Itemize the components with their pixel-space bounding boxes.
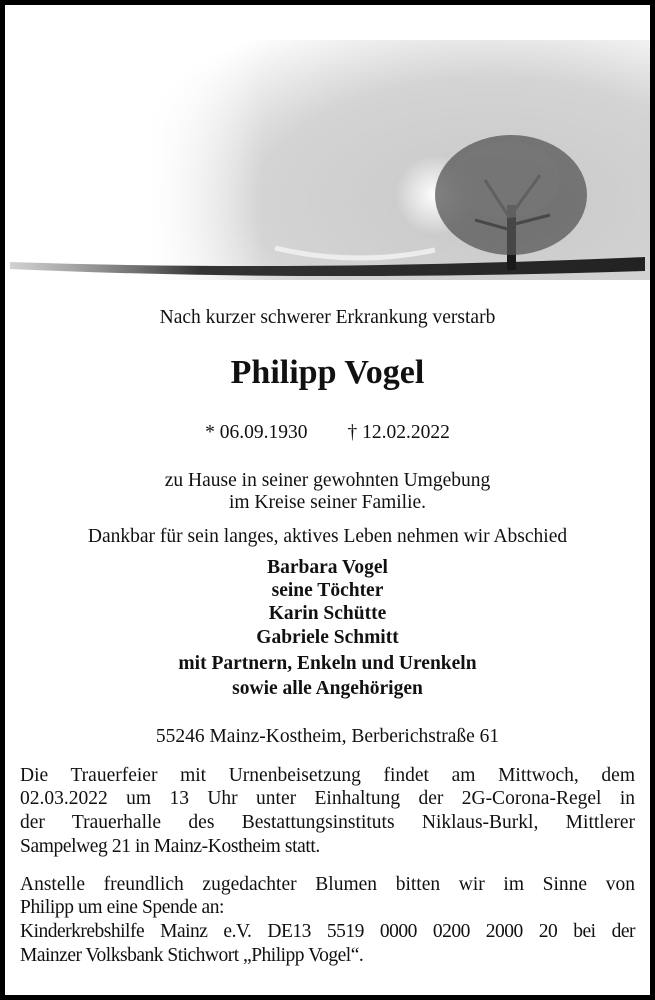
tree-landscape-image bbox=[5, 5, 650, 280]
mourner: sowie alle Angehörigen bbox=[232, 678, 423, 699]
donation-line: Mainzer Volksbank Stichwort „Philipp Vogel“. bbox=[20, 945, 364, 966]
ceremony-line: Die Trauerfeier mit Urnenbeisetzung findet am Mittwoch, dem bbox=[20, 765, 635, 786]
ceremony-line: Sampelweg 21 in Mainz-Kostheim statt. bbox=[20, 836, 320, 857]
place-line: im Kreise seiner Familie. bbox=[228, 492, 427, 513]
death-date: † 12.02.2022 bbox=[347, 422, 450, 443]
obituary-notice bbox=[5, 5, 650, 995]
thanks-text: Dankbar für sein langes, aktives Leben nehmen wir Abschied bbox=[87, 526, 568, 547]
mourner: Barbara Vogel bbox=[267, 557, 388, 578]
mourner: Karin Schütte bbox=[268, 603, 387, 624]
ceremony-line: 02.03.2022 um 13 Uhr unter Einhaltung der 2G-Corona-Regel in bbox=[20, 788, 635, 809]
ceremony-line: der Trauerhalle des Bestattungsinstituts Niklaus-Burkl, Mittlerer bbox=[20, 812, 635, 833]
donation-line: Anstelle freundlich zugedachter Blumen bitten wir im Sinne von bbox=[20, 874, 635, 895]
mourner: seine Töchter bbox=[271, 580, 384, 601]
mourner: Gabriele Schmitt bbox=[256, 627, 399, 648]
donation-line: Philipp um eine Spende an: bbox=[20, 897, 225, 918]
life-dates bbox=[5, 421, 650, 445]
place-line: zu Hause in seiner gewohnten Umgebung bbox=[164, 470, 491, 491]
address: 55246 Mainz-Kostheim, Berberichstraße 61 bbox=[155, 726, 500, 747]
mourner: mit Partnern, Enkeln und Urenkeln bbox=[178, 653, 477, 674]
intro-text: Nach kurzer schwerer Erkrankung verstarb bbox=[159, 307, 496, 328]
birth-date: * 06.09.1930 bbox=[205, 422, 308, 443]
donation-line: Kinderkrebshilfe Mainz e.V. DE13 5519 0000 0200 2000 20 bei der bbox=[20, 921, 635, 942]
deceased-name: Philipp Vogel bbox=[230, 354, 425, 391]
